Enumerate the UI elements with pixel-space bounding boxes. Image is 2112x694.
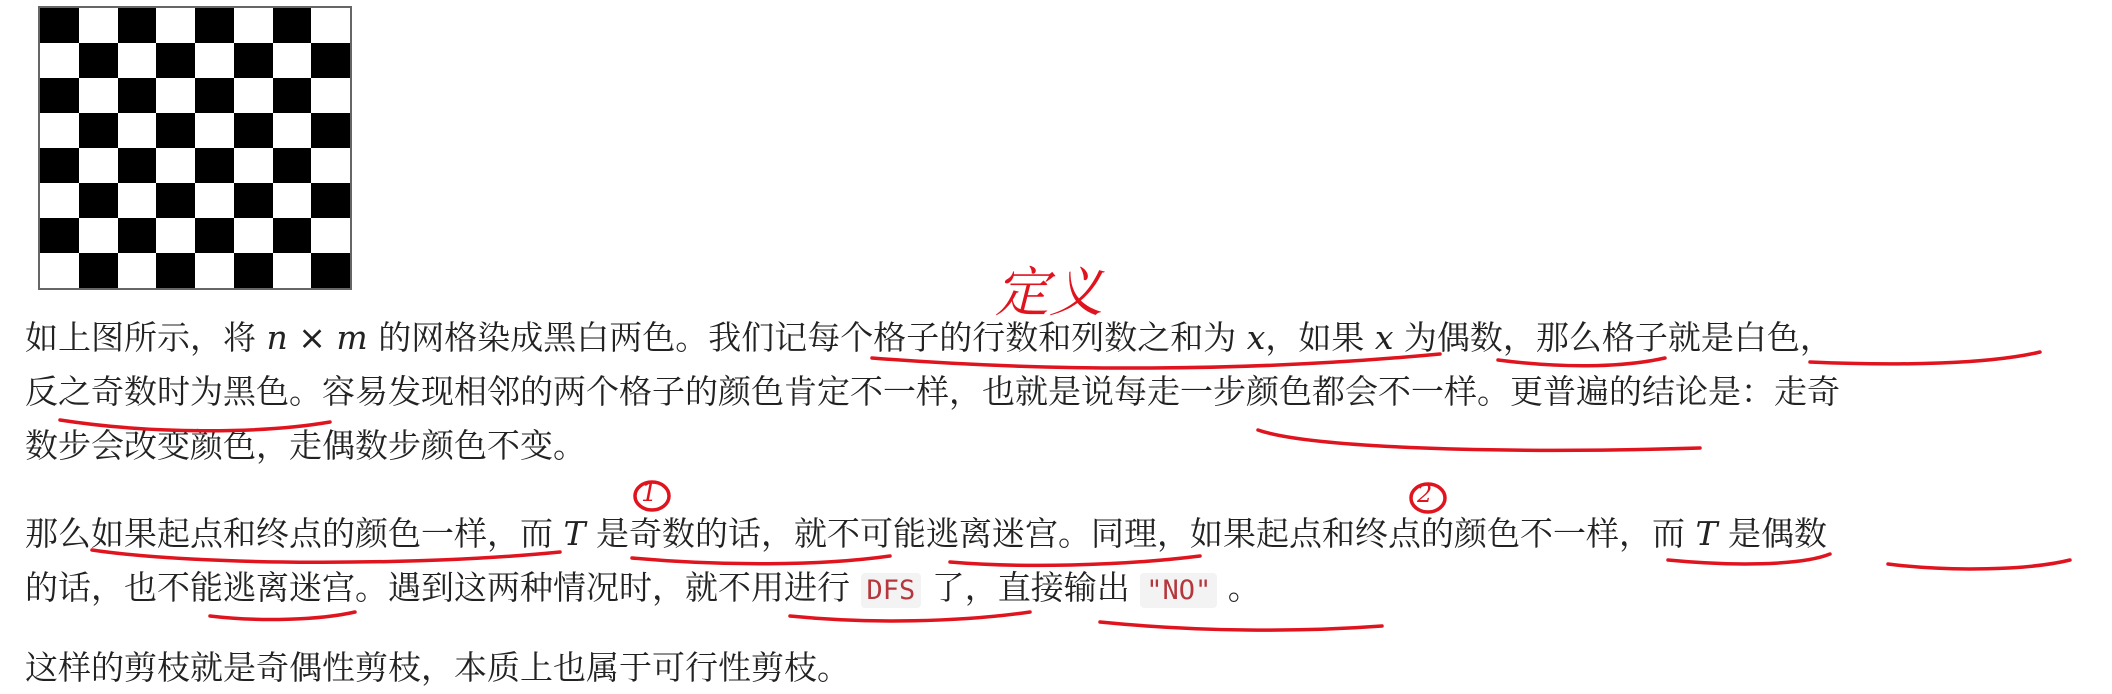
checker-cell (234, 78, 273, 113)
checker-cell (311, 43, 350, 78)
checker-cell (156, 183, 195, 218)
checker-cell (311, 148, 350, 183)
checker-cell (234, 218, 273, 253)
checker-cell (195, 43, 234, 78)
checker-cell (195, 78, 234, 113)
checker-cell (273, 218, 312, 253)
checker-cell (234, 43, 273, 78)
checker-cell (311, 8, 350, 43)
math-x: x (1246, 318, 1266, 357)
checker-cell (156, 253, 195, 288)
checker-cell (195, 8, 234, 43)
checker-cell (40, 218, 79, 253)
checker-cell (40, 183, 79, 218)
paragraph-2-line-1: 那么如果起点和终点的颜色一样，而 T 是奇数的话，就不可能逃离迷宫。同理，如果起点和终点的颜色不一样，而 T 是偶数 (25, 514, 1828, 553)
checker-cell (156, 113, 195, 148)
checker-cell (234, 183, 273, 218)
checker-cell (311, 218, 350, 253)
checker-cell (273, 253, 312, 288)
handwritten-circled-2: 2 (1417, 480, 1433, 508)
paragraph-1-line-1: 如上图所示，将 n × m 的网格染成黑白两色。我们记每个格子的行数和列数之和为 x，如果 x 为偶数，那么格子就是白色， (25, 318, 1833, 357)
checker-cell (273, 148, 312, 183)
checker-cell (311, 78, 350, 113)
checker-cell (156, 78, 195, 113)
underline-output-no (1100, 622, 1382, 630)
checker-cell (79, 183, 118, 218)
math-x: x (1374, 318, 1394, 357)
checker-cell (195, 183, 234, 218)
checker-cell (118, 218, 157, 253)
checker-cell (118, 113, 157, 148)
checker-cell (40, 43, 79, 78)
checker-cell (156, 218, 195, 253)
checker-cell (195, 148, 234, 183)
checker-cell (156, 43, 195, 78)
handwritten-circled-1: 1 (641, 478, 658, 508)
checker-cell (79, 8, 118, 43)
checker-cell (311, 183, 350, 218)
paragraph-3: 这样的剪枝就是奇偶性剪枝，本质上也属于可行性剪枝。 (25, 648, 850, 687)
checker-cell (40, 78, 79, 113)
handwritten-note-definition: 定义 (995, 261, 1103, 324)
math-T: T (563, 514, 586, 553)
checker-cell (273, 78, 312, 113)
checker-cell (234, 253, 273, 288)
checker-cell (234, 113, 273, 148)
checker-cell (40, 253, 79, 288)
checker-cell (118, 148, 157, 183)
checker-cell (79, 218, 118, 253)
checker-cell (79, 43, 118, 78)
checker-cell (234, 148, 273, 183)
checker-cell (273, 113, 312, 148)
checker-cell (195, 113, 234, 148)
checker-cell (40, 8, 79, 43)
checker-cell (118, 183, 157, 218)
paragraph-1-line-2: 反之奇数时为黑色。容易发现相邻的两个格子的颜色肯定不一样，也就是说每走一步颜色都会不一样。更普遍的结论是：走奇 (25, 372, 1840, 411)
checker-cell (311, 113, 350, 148)
paragraph-2-line-2: 的话，也不能逃离迷宫。遇到这两种情况时，就不用进行 DFS 了，直接输出 "NO" 。 (25, 568, 1261, 607)
checker-cell (273, 43, 312, 78)
checker-cell (156, 8, 195, 43)
checker-cell (195, 218, 234, 253)
code-no: "NO" (1140, 573, 1217, 608)
checker-cell (79, 253, 118, 288)
checker-cell (273, 183, 312, 218)
checkerboard-figure (38, 6, 352, 290)
paragraph-1-line-3: 数步会改变颜色，走偶数步颜色不变。 (25, 426, 586, 465)
math-n: n (266, 318, 288, 357)
checker-cell (118, 8, 157, 43)
checker-cell (118, 253, 157, 288)
math-T: T (1695, 514, 1718, 553)
checker-cell (118, 43, 157, 78)
checker-cell (156, 148, 195, 183)
checker-cell (273, 8, 312, 43)
checker-cell (79, 113, 118, 148)
checker-cell (79, 78, 118, 113)
checker-cell (40, 148, 79, 183)
checker-cell (195, 253, 234, 288)
code-dfs: DFS (861, 573, 922, 608)
math-m: m (336, 318, 368, 357)
checker-cell (311, 253, 350, 288)
checker-cell (40, 113, 79, 148)
checker-cell (234, 8, 273, 43)
checker-cell (79, 148, 118, 183)
checker-cell (118, 78, 157, 113)
